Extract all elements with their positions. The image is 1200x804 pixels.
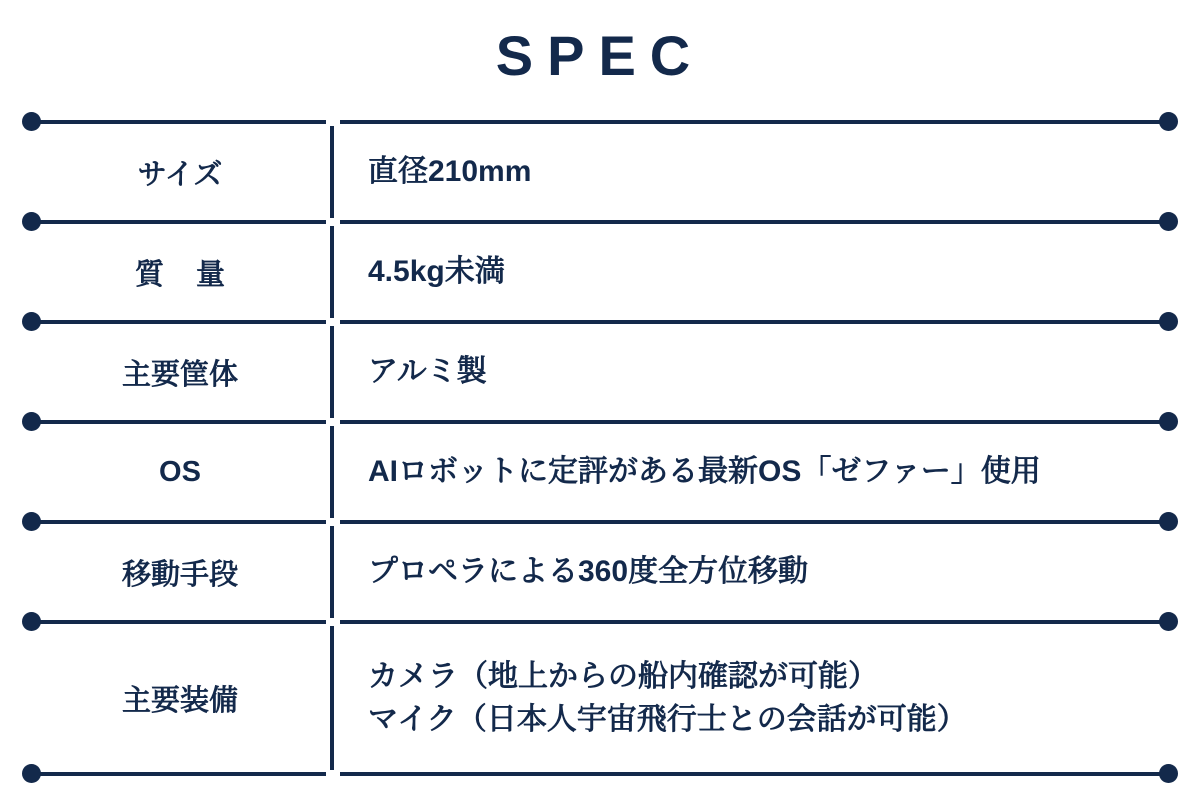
page-title: SPEC — [495, 24, 705, 87]
row-value — [334, 524, 1170, 620]
table-row — [30, 324, 1170, 420]
row-value — [334, 224, 1170, 320]
rule-gap — [326, 770, 340, 778]
row-value-line: 直径210mm — [368, 155, 532, 189]
rule-dot-left-icon — [22, 764, 41, 783]
spec-table — [30, 120, 1170, 776]
rule-gap — [326, 318, 340, 326]
table-row — [30, 224, 1170, 320]
table-row — [30, 624, 1170, 772]
table-row — [30, 124, 1170, 220]
rule-dot-left-icon — [22, 412, 41, 431]
table-rule — [30, 620, 1170, 624]
row-value-line: マイク（日本人宇宙飛行士との会話が可能） — [368, 703, 967, 736]
row-value — [334, 624, 1170, 772]
rule-dot-right-icon — [1159, 764, 1178, 783]
row-label — [30, 524, 330, 620]
rule-dot-right-icon — [1159, 312, 1178, 331]
row-label-text: サイズ — [137, 158, 223, 191]
rule-gap — [326, 418, 340, 426]
row-label — [30, 224, 330, 320]
rule-dot-left-icon — [22, 312, 41, 331]
row-label-text: 主要筐体 — [121, 358, 238, 391]
row-label-text: OS — [159, 455, 201, 488]
row-label-text: 質 量 — [134, 258, 238, 291]
rule-dot-left-icon — [22, 512, 41, 531]
rule-dot-right-icon — [1159, 512, 1178, 531]
table-rule — [30, 220, 1170, 224]
rule-dot-left-icon — [22, 612, 41, 631]
rule-dot-left-icon — [22, 112, 41, 131]
row-value — [334, 124, 1170, 220]
table-row — [30, 524, 1170, 620]
row-label-text: 移動手段 — [121, 558, 238, 591]
row-value — [334, 324, 1170, 420]
table-rule — [30, 772, 1170, 776]
row-value-line: プロペラによる360度全方位移動 — [368, 555, 809, 589]
table-rule — [30, 120, 1170, 124]
row-value — [334, 424, 1170, 520]
rule-dot-left-icon — [22, 212, 41, 231]
row-value-line: AIロボットに定評がある最新OS「ゼファー」使用 — [368, 455, 1041, 489]
rule-dot-right-icon — [1159, 112, 1178, 131]
rule-dot-right-icon — [1159, 612, 1178, 631]
rule-gap — [326, 518, 340, 526]
row-label — [30, 424, 330, 520]
row-value-line: 4.5kg未満 — [368, 255, 505, 289]
row-value-line: カメラ（地上からの船内確認が可能） — [368, 659, 878, 693]
rule-gap — [326, 218, 340, 226]
rule-gap — [326, 118, 340, 126]
rule-dot-right-icon — [1159, 212, 1178, 231]
table-rule — [30, 320, 1170, 324]
table-rule — [30, 520, 1170, 524]
rule-dot-right-icon — [1159, 412, 1178, 431]
row-label — [30, 324, 330, 420]
row-label — [30, 124, 330, 220]
row-label — [30, 624, 330, 772]
rule-gap — [326, 618, 340, 626]
row-label-text: 主要装備 — [121, 684, 238, 717]
table-rule — [30, 420, 1170, 424]
table-row — [30, 424, 1170, 520]
row-value-line: アルミ製 — [368, 355, 487, 389]
